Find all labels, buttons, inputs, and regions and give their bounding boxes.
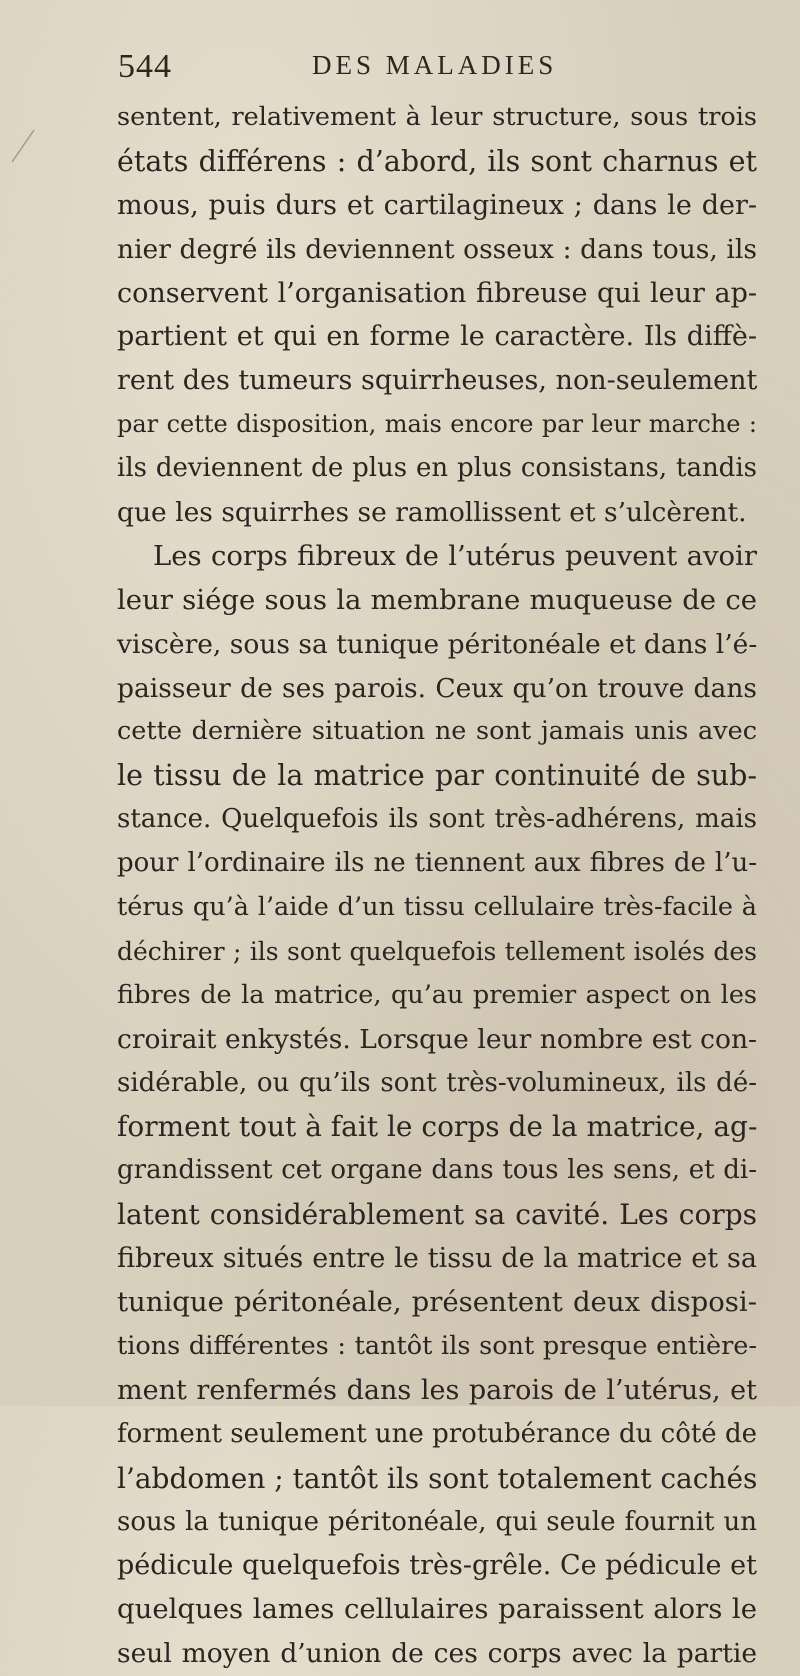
body-text	[117, 96, 757, 1676]
text-line: viscère, sous sa tunique péritonéale et dans l’é-	[117, 628, 758, 660]
text-line: états différens : d’abord, ils sont charnus et	[117, 144, 757, 178]
text-line: térus qu’à l’aide d’un tissu cellulaire très-facile à	[117, 892, 757, 923]
margin-pencil-mark	[8, 126, 38, 166]
text-line: seul moyen d’union de ces corps avec la partie	[117, 1638, 757, 1670]
text-line: leur siége sous la membrane muqueuse de ce	[117, 583, 757, 616]
text-line: paisseur de ses parois. Ceux qu’on trouve dans	[117, 672, 757, 704]
text-line: stance. Quelquefois ils sont très-adhérens, mais	[117, 804, 757, 835]
text-line: ment renfermés dans les parois de l’utérus, et	[117, 1374, 757, 1406]
running-title: DES MALADIES	[312, 50, 558, 80]
text-line: conservent l’organisation fibreuse qui leur ap-	[117, 277, 757, 309]
text-line: Les corps fibreux de l’utérus peuvent avoir	[153, 539, 757, 572]
running-head	[118, 44, 758, 84]
text-line: tunique péritonéale, présentent deux disposi-	[117, 1286, 757, 1319]
text-line: fibres de la matrice, qu’au premier aspect on les	[117, 979, 757, 1010]
text-line: sidérable, ou qu’ils sont très-volumineux, ils dé-	[117, 1067, 757, 1098]
text-line: rent des tumeurs squirrheuses, non-seulement	[117, 365, 758, 397]
text-line: latent considérablement sa cavité. Les corps	[117, 1198, 757, 1232]
text-line: ils deviennent de plus en plus consistans, tandis	[117, 453, 757, 484]
text-line: nier degré ils deviennent osseux : dans tous, ils	[117, 233, 757, 265]
text-line: par cette disposition, mais encore par leur marche :	[117, 410, 757, 439]
text-line: partient et qui en forme le caractère. Ils diffè-	[117, 321, 757, 353]
text-line: forment seulement une protubérance du côté de	[117, 1418, 757, 1449]
page-number: 544	[118, 48, 172, 85]
text-line: mous, puis durs et cartilagineux ; dans le der-	[117, 189, 757, 221]
text-line: déchirer ; ils sont quelquefois tellement isolés des	[117, 936, 757, 966]
text-line: grandissent cet organe dans tous les sens, et di-	[117, 1155, 757, 1186]
text-line: sentent, relativement à leur structure, sous trois	[117, 102, 757, 132]
text-line: pour l’ordinaire ils ne tiennent aux fibres de l’u-	[117, 848, 757, 879]
text-line: fibreux situés entre le tissu de la matrice et sa	[117, 1243, 757, 1275]
text-line: sous la tunique péritonéale, qui seule fournit un	[117, 1506, 757, 1537]
text-line: croirait enkystés. Lorsque leur nombre est con-	[117, 1023, 757, 1055]
text-line: le tissu de la matrice par continuité de sub-	[117, 759, 757, 793]
text-line: pédicule quelquefois très-grêle. Ce pédicule et	[117, 1550, 757, 1582]
text-line: forment tout à fait le corps de la matrice, ag-	[117, 1110, 758, 1144]
text-line: que les squirrhes se ramollissent et s’ulcèrent.	[117, 497, 747, 529]
text-line: quelques lames cellulaires paraissent alors le	[117, 1593, 757, 1626]
text-line: cette dernière situation ne sont jamais unis avec	[117, 716, 757, 747]
text-line: tions différentes : tantôt ils sont presque entière-	[117, 1330, 757, 1361]
text-line: l’abdomen ; tantôt ils sont totalement cachés	[117, 1461, 758, 1495]
